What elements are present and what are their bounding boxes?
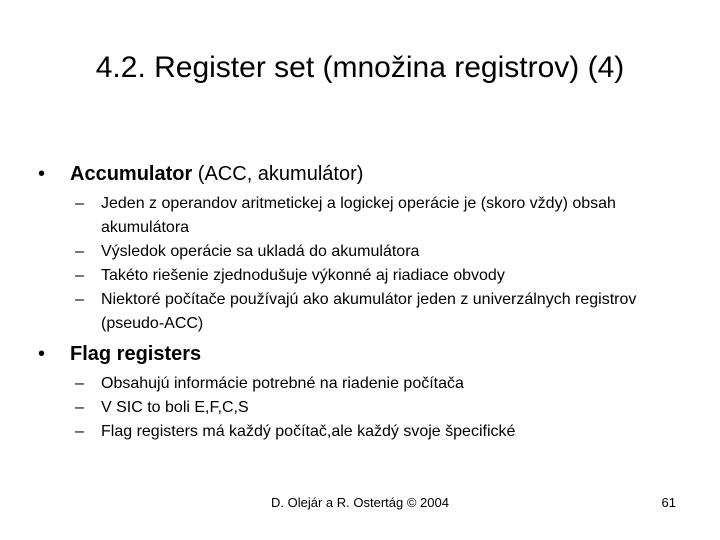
bullet-heading [38,340,678,368]
dash-marker: – [75,375,84,392]
bullet-section-flag-registers [38,340,678,444]
sub-list [38,372,678,444]
page-number: 61 [661,495,676,510]
sub-item-text: Výsledok operácie sa ukladá do akumulátora [101,243,420,260]
sub-item [38,192,678,240]
dash-marker: – [75,291,84,308]
sub-item-text: Takéto riešenie zjednodušuje výkonné aj riadiace obvody [101,267,505,284]
bullet-section-accumulator [38,160,678,336]
sub-item [38,372,678,396]
bullet-suffix: (ACC, akumulátor) [192,163,364,185]
sub-item [38,396,678,420]
slide-title: 4.2. Register set (množina registrov) (4) [95,51,625,84]
sub-item [38,264,678,288]
sub-item-text: Flag registers má každý počítač,ale každý svoje špecifické [101,423,516,440]
dash-marker: – [75,399,84,416]
dash-marker: – [75,243,84,260]
bullet-term: Flag registers [70,343,202,365]
sub-item-text: Niektoré počítače používajú ako akumulátor jeden z univerzálnych registrov (pseudo-ACC) [101,291,637,332]
bullet-marker: • [38,163,46,185]
sub-list [38,192,678,336]
sub-item [38,240,678,264]
sub-item-text: V SIC to boli E,F,C,S [101,399,249,416]
footer-credit: D. Olejár a R. Ostertág © 2004 [271,495,449,510]
dash-marker: – [75,423,84,440]
sub-item-text: Obsahujú informácie potrebné na riadenie počítača [101,375,464,392]
bullet-heading [38,160,678,188]
bullet-term: Accumulator [70,163,193,185]
sub-item-text: Jeden z operandov aritmetickej a logickej operácie je (skoro vždy) obsah akumulátora [101,195,616,236]
sub-item [38,420,678,444]
sub-item [38,288,678,336]
dash-marker: – [75,195,84,212]
bullet-marker: • [38,343,46,365]
dash-marker: – [75,267,84,284]
